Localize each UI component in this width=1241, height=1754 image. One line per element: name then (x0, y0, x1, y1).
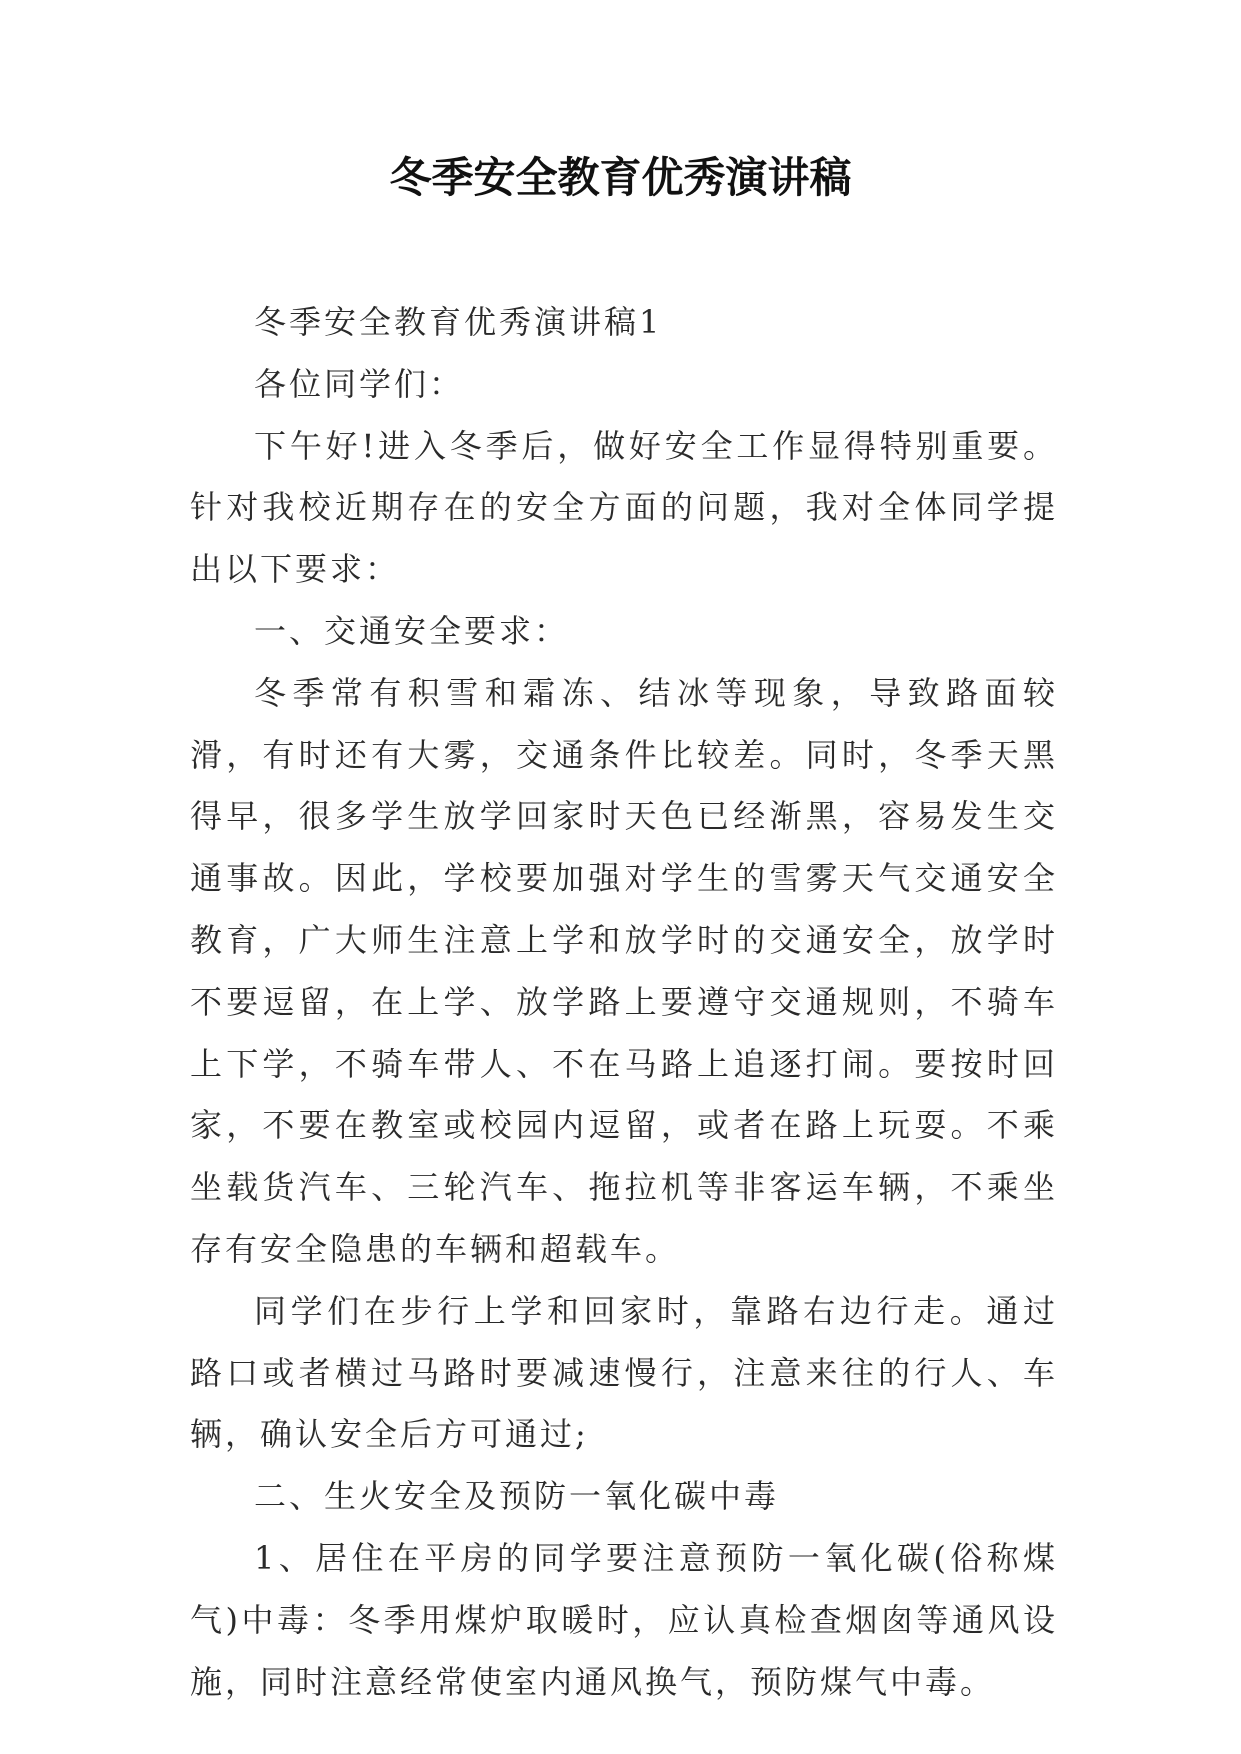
document-body (190, 292, 1058, 1713)
document-title: 冬季安全教育优秀演讲稿 (389, 153, 852, 202)
subsection-heading: 一、交通安全要求： (254, 611, 570, 650)
greeting: 各位同学们： (254, 364, 465, 403)
section-heading: 冬季安全教育优秀演讲稿1 (254, 303, 663, 341)
paragraph: 1、居住在平房的同学要注意预防一氧化碳(俗称煤气)中毒：冬季用煤炉取暖时，应认真检查烟囱等通风设施，同时注意经常使室内通风换气，预防煤气中毒。 (190, 1538, 1058, 1701)
paragraph: 冬季常有积雪和霜冻、结冰等现象，导致路面较滑，有时还有大雾，交通条件比较差。同时，冬季天黑得早，很多学生放学回家时天色已经渐黑，容易发生交通事故。因此，学校要加强对学生的雪雾天气交通安全教育，广大师生注意上学和放学时的交通安全，放学时不要逗留，在上学、放学路上要遵守交通规则，不骑车上下学，不骑车带人、不在马路上追逐打闹。要按时回家，不要在教室或校园内逗留，或者在路上玩耍。不乘坐载货汽车、三轮汽车、拖拉机等非客运车辆，不乘坐存有安全隐患的车辆和超载车。 (190, 673, 1058, 1268)
paragraph: 下午好!进入冬季后，做好安全工作显得特别重要。针对我校近期存在的安全方面的问题，我对全体同学提出以下要求： (190, 426, 1058, 589)
subsection-heading: 二、生火安全及预防一氧化碳中毒 (254, 1477, 780, 1516)
paragraph: 同学们在步行上学和回家时，靠路右边行走。通过路口或者横过马路时要减速慢行，注意来往的行人、车辆，确认安全后方可通过; (190, 1291, 1058, 1454)
